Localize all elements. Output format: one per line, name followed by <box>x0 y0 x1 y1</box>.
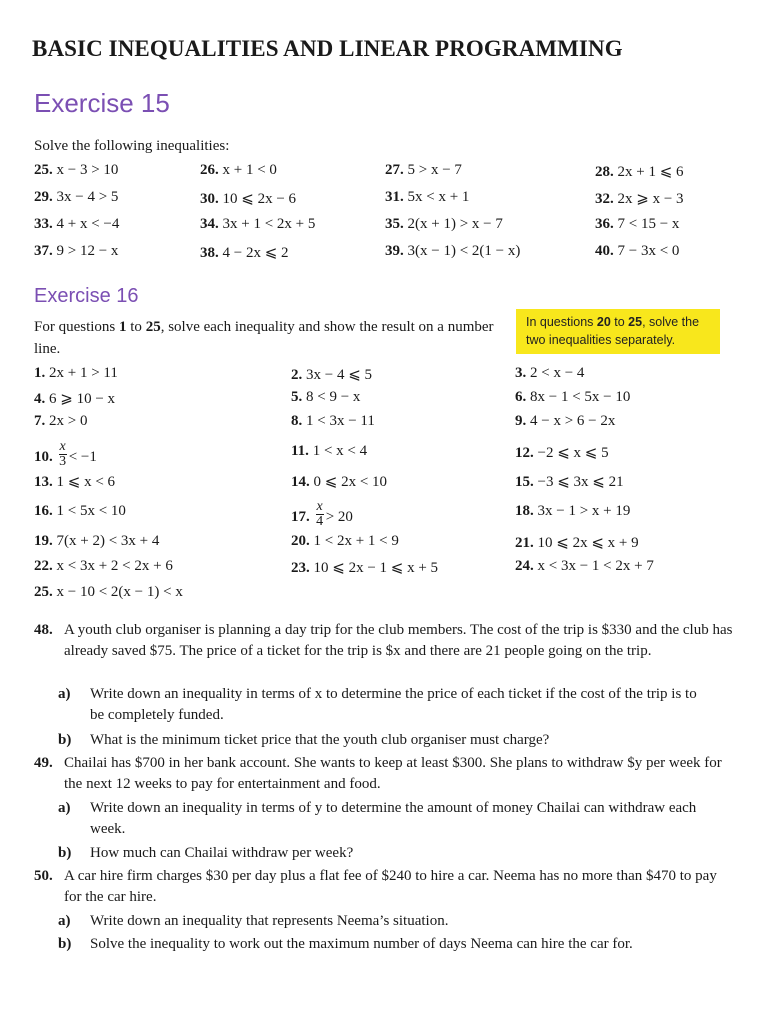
question-1: 1. 2x + 1 > 11 <box>34 365 118 381</box>
exercise-16-instruction: For questions 1 to 25, solve each inequality and show the result on a number line. <box>34 319 494 357</box>
question-13: 13. 1 ⩽ x < 6 <box>34 474 116 490</box>
question-4: 4. 6 ⩾ 10 − x <box>34 391 116 407</box>
question-35: 35. 2(x + 1) > x − 7 <box>385 216 503 232</box>
exercise-16-heading: Exercise 16 <box>34 285 139 307</box>
question-20: 20. 1 < 2x + 1 < 9 <box>291 533 399 549</box>
question-37: 37. 9 > 12 − x <box>34 243 119 259</box>
question-25: 25. x − 3 > 10 <box>34 162 119 178</box>
question-29: 29. 3x − 4 > 5 <box>34 189 119 205</box>
question-11: 11. 1 < x < 4 <box>291 443 368 459</box>
question-33: 33. 4 + x < −4 <box>34 216 120 232</box>
question-31: 31. 5x < x + 1 <box>385 189 470 205</box>
problem-50: 50. A car hire firm charges $30 per day plus a flat fee of $240 to hire a car. Neema has no more than $470 to pay for the car hire. <box>34 868 717 905</box>
question-27: 27. 5 > x − 7 <box>385 162 462 178</box>
question-19: 19. 7(x + 2) < 3x + 4 <box>34 533 160 549</box>
problem-48-part-b: b) What is the minimum ticket price that the youth club organiser must charge? <box>58 732 550 748</box>
question-39: 39. 3(x − 1) < 2(1 − x) <box>385 243 521 259</box>
problem-48-part-a: a) Write down an inequality in terms of x to determine the price of each ticket if the cost of the trip is to be completely funded. <box>58 686 697 723</box>
problem-48: 48. A youth club organiser is planning a day trip for the club members. The cost of the trip is $330 and the club has already saved $75. The price of a ticket for the trip is $x and there are 21 people going on the trip. <box>34 622 733 659</box>
exercise-15-instruction: Solve the following inequalities: <box>34 138 230 154</box>
exercise-15-heading: Exercise 15 <box>34 88 170 118</box>
question-8: 8. 1 < 3x − 11 <box>291 413 375 429</box>
question-24: 24. x < 3x − 1 < 2x + 7 <box>515 558 654 574</box>
fraction-x-over-3: $\frac{x}{3}$ <box>59 439 67 469</box>
problem-49-part-b: b) How much can Chailai withdraw per week? <box>58 845 354 861</box>
question-28: 28. 2x + 1 ⩽ 6 <box>595 164 684 180</box>
question-2: 2. 3x − 4 ⩽ 5 <box>291 367 373 383</box>
question-6: 6. 8x − 1 < 5x − 10 <box>515 389 631 405</box>
question-12: 12. −2 ⩽ x ⩽ 5 <box>515 445 609 461</box>
question-38: 38. 4 − 2x ⩽ 2 <box>200 245 289 261</box>
question-32: 32. 2x ⩾ x − 3 <box>595 191 684 207</box>
problem-50-part-b: b) Solve the inequality to work out the maximum number of days Neema can hire the car for. <box>58 936 633 952</box>
question-18: 18. 3x − 1 > x + 19 <box>515 503 631 519</box>
problem-49-part-a: a) Write down an inequality in terms of y to determine the amount of money Chailai can withdraw each week. <box>58 800 697 837</box>
problem-49: 49. Chailai has $700 in her bank account. She wants to keep at least $300. She plans to withdraw $y per week for the next 12 weeks to pay for entertainment and food. <box>34 755 722 792</box>
fraction-x-over-4: $\frac{x}{4}$ <box>316 499 324 529</box>
question-5: 5. 8 < 9 − x <box>291 389 361 405</box>
question-10: 10. $\frac{x}{3}$ < −1 <box>34 439 97 469</box>
question-15: 15. −3 ⩽ 3x ⩽ 21 <box>515 474 624 490</box>
hint-note-box: In questions 20 to 25, solve the two inequalities separately. <box>516 309 720 354</box>
problem-50-part-a: a) Write down an inequality that represents Neema’s situation. <box>58 913 449 929</box>
question-14: 14. 0 ⩽ 2x < 10 <box>291 474 388 490</box>
question-23: 23. 10 ⩽ 2x − 1 ⩽ x + 5 <box>291 560 439 576</box>
question-30: 30. 10 ⩽ 2x − 6 <box>200 191 297 207</box>
question-7: 7. 2x > 0 <box>34 413 88 429</box>
question-36: 36. 7 < 15 − x <box>595 216 680 232</box>
question-21: 21. 10 ⩽ 2x ⩽ x + 9 <box>515 535 639 551</box>
page-title: BASIC INEQUALITIES AND LINEAR PROGRAMMING <box>32 36 623 61</box>
question-40: 40. 7 − 3x < 0 <box>595 243 680 259</box>
question-26: 26. x + 1 < 0 <box>200 162 277 178</box>
question-3: 3. 2 < x − 4 <box>515 365 585 381</box>
question-9: 9. 4 − x > 6 − 2x <box>515 413 616 429</box>
question-17: 17. $\frac{x}{4}$ > 20 <box>291 499 353 529</box>
question-25: 25. x − 10 < 2(x − 1) < x <box>34 584 183 600</box>
question-16: 16. 1 < 5x < 10 <box>34 503 126 519</box>
question-34: 34. 3x + 1 < 2x + 5 <box>200 216 316 232</box>
question-22: 22. x < 3x + 2 < 2x + 6 <box>34 558 173 574</box>
